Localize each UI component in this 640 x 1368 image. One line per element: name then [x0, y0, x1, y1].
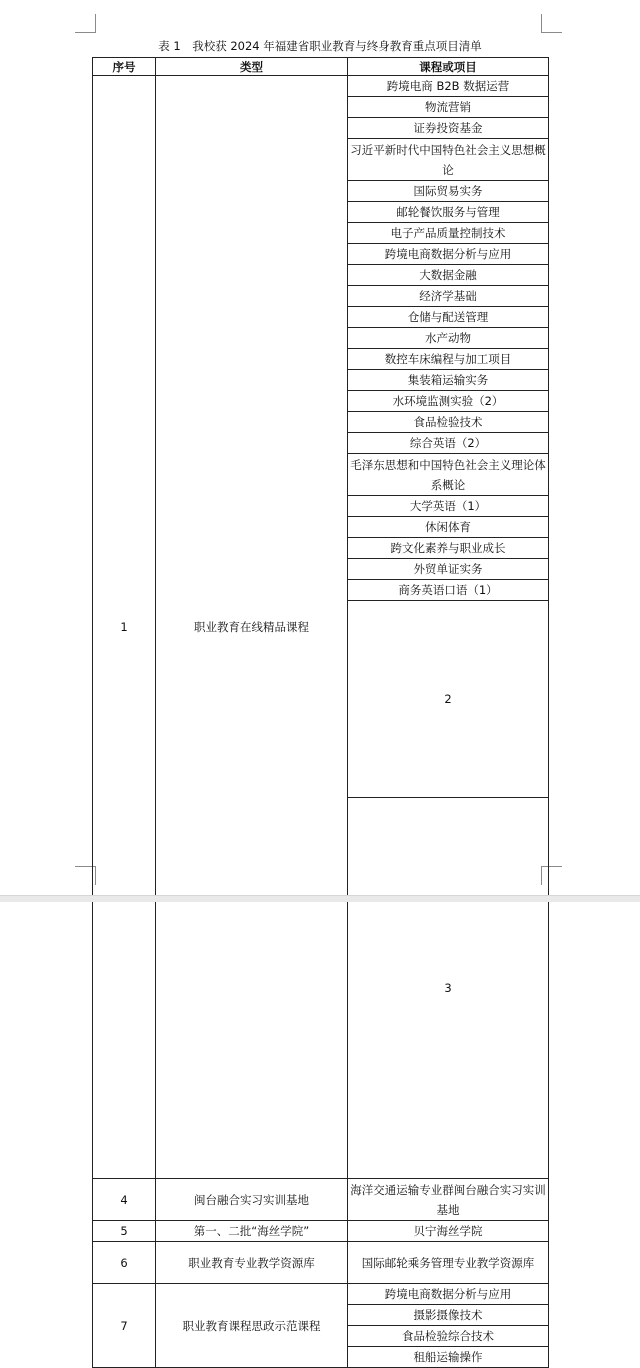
table-caption: 表 1 我校获 2024 年福建省职业教育与终身教育重点项目清单	[158, 39, 482, 53]
row-index: 2	[348, 601, 549, 798]
row-item: 邮轮餐饮服务与管理	[348, 202, 549, 223]
row-item: 仓储与配送管理	[348, 307, 549, 328]
row-type: 职业教育专业教学资源库	[156, 1242, 348, 1284]
row-item: 跨文化素养与职业成长	[348, 538, 549, 559]
row-item: 物流营销	[348, 97, 549, 118]
row-item: 大数据金融	[348, 265, 549, 286]
project-table	[92, 57, 549, 1368]
row-item: 数控车床编程与加工项目	[348, 349, 549, 370]
row-item: 跨境电商 B2B 数据运营	[348, 76, 549, 97]
table-row	[93, 1179, 549, 1221]
row-index: 5	[93, 1221, 156, 1242]
page-bottom-edge	[0, 895, 640, 902]
crop-mark-top-right	[541, 14, 562, 33]
row-index: 4	[93, 1179, 156, 1221]
row-item: 证券投资基金	[348, 118, 549, 139]
table-header-row	[93, 58, 549, 76]
row-item: 租船运输操作	[348, 1347, 549, 1368]
row-item: 食品检验技术	[348, 412, 549, 433]
row-item: 摄影摄像技术	[348, 1305, 549, 1326]
row-item: 商务英语口语（1）	[348, 580, 549, 601]
row-item: 国际邮轮乘务管理专业教学资源库	[348, 1242, 549, 1284]
row-item: 食品检验综合技术	[348, 1326, 549, 1347]
row-item: 休闲体育	[348, 517, 549, 538]
row-type: 闽台融合实习实训基地	[156, 1179, 348, 1221]
row-item: 电子产品质量控制技术	[348, 223, 549, 244]
row-item: 集装箱运输实务	[348, 370, 549, 391]
row-item: 大学英语（1）	[348, 496, 549, 517]
row-type: 第一、二批“海丝学院”	[156, 1221, 348, 1242]
row-item: 跨境电商数据分析与应用	[348, 1284, 549, 1305]
row-index: 1	[93, 76, 156, 1179]
row-index: 7	[93, 1284, 156, 1368]
crop-mark-top-left	[75, 14, 96, 33]
row-item: 习近平新时代中国特色社会主义思想概论	[348, 139, 549, 181]
row-item: 毛泽东思想和中国特色社会主义理论体系概论	[348, 454, 549, 496]
table-row	[93, 1221, 549, 1242]
row-index: 6	[93, 1242, 156, 1284]
table-row	[93, 1284, 549, 1305]
row-item: 海洋交通运输专业群闽台融合实习实训基地	[348, 1179, 549, 1221]
row-index: 3	[348, 798, 549, 1179]
row-item: 国际贸易实务	[348, 181, 549, 202]
row-item: 水产动物	[348, 328, 549, 349]
row-item: 水环境监测实验（2）	[348, 391, 549, 412]
row-item: 外贸单证实务	[348, 559, 549, 580]
row-item: 经济学基础	[348, 286, 549, 307]
row-type: 职业教育在线精品课程	[156, 76, 348, 1179]
row-item: 跨境电商数据分析与应用	[348, 244, 549, 265]
row-type: 职业教育课程思政示范课程	[156, 1284, 348, 1368]
table-row	[93, 76, 549, 97]
table-row	[93, 1242, 549, 1284]
header-project: 课程或项目	[348, 58, 549, 76]
header-type: 类型	[156, 58, 348, 76]
row-item: 综合英语（2）	[348, 433, 549, 454]
header-index: 序号	[93, 58, 156, 76]
row-item: 贝宁海丝学院	[348, 1221, 549, 1242]
